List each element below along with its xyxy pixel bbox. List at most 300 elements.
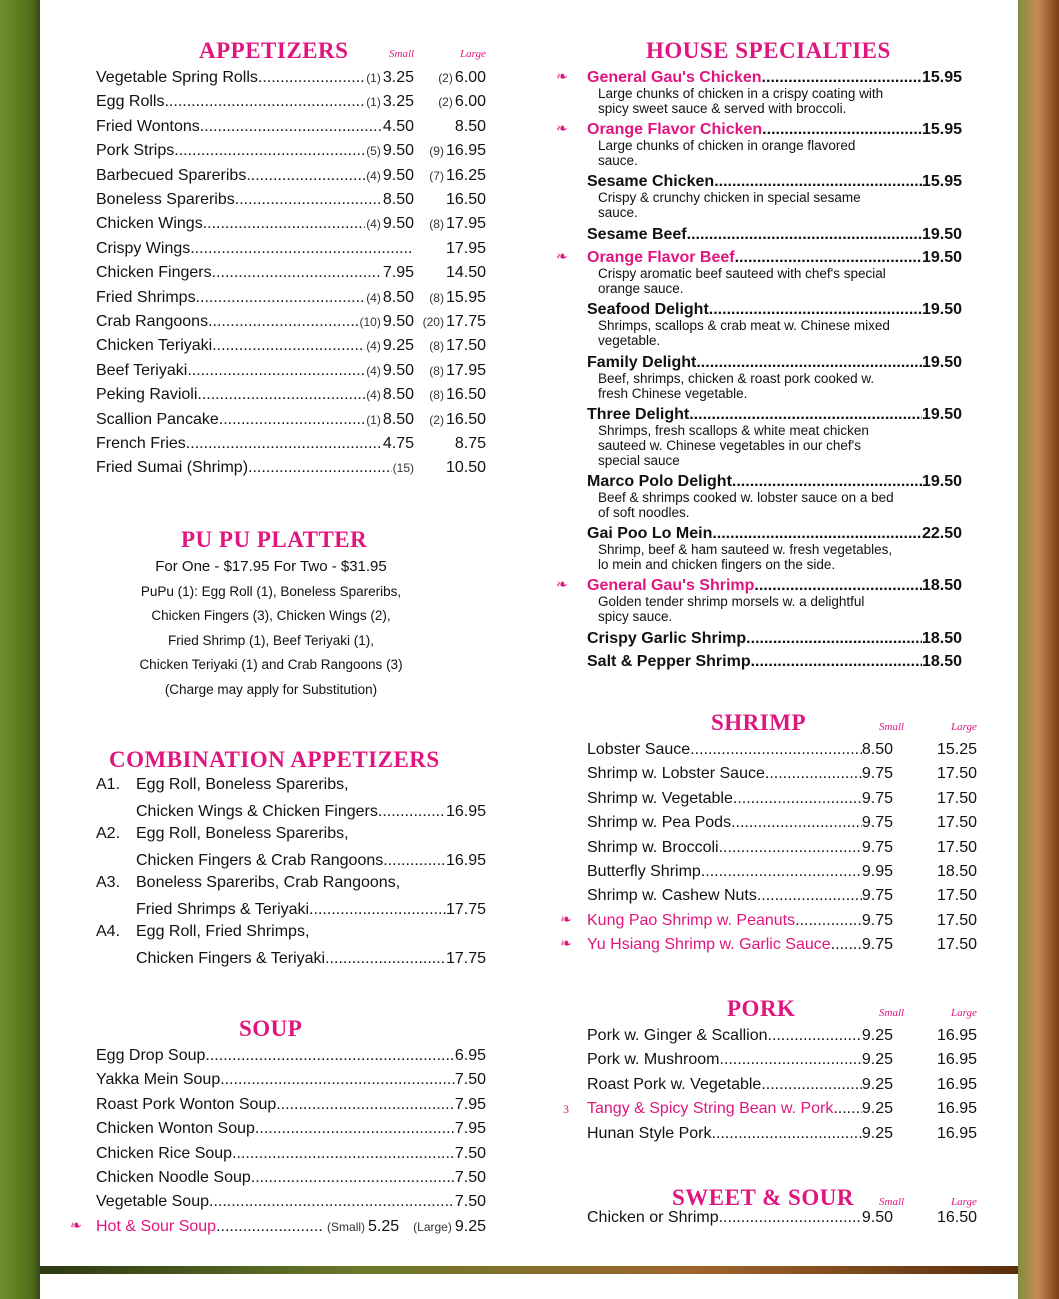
menu-item — [96, 383, 486, 407]
item-name: Gai Poo Lo Mein — [587, 525, 713, 543]
leaf-icon: ❧ — [556, 121, 568, 138]
item-description: special sauce — [598, 452, 680, 468]
small-price: 3.25 — [382, 69, 414, 86]
menu-item — [96, 237, 486, 261]
item-price: 6.95 — [454, 1047, 486, 1064]
leader-dots — [205, 1044, 454, 1068]
item-name: Sesame Chicken — [587, 173, 715, 191]
item-name: Boneless Spareribs — [96, 191, 235, 208]
small-price: 4.50 — [382, 117, 414, 135]
small-price: 9.75 — [861, 814, 893, 832]
large-price-group — [414, 90, 486, 114]
large-price: 16.50 — [936, 1209, 977, 1226]
large-price-group — [414, 408, 486, 432]
pupu-title: PU PU PLATTER — [181, 527, 368, 552]
small-price: 9.50 — [382, 361, 414, 379]
large-price: 15.95 — [445, 288, 486, 306]
large-quantity: (8) — [429, 339, 444, 354]
leader-dots — [197, 383, 365, 407]
item-name: Pork Strips — [96, 142, 175, 160]
large-price: 6.00 — [454, 69, 486, 86]
leader-dots — [746, 627, 922, 651]
menu-item — [587, 223, 962, 247]
large-price-group — [414, 212, 486, 236]
small-price: 9.50 — [861, 1209, 893, 1226]
shrimp-title: SHRIMP — [711, 710, 806, 735]
menu-item — [96, 359, 486, 383]
large-price-group — [414, 261, 486, 285]
item-name: Shrimp w. Pea Pods — [587, 814, 732, 832]
item-name: Three Delight — [587, 405, 690, 423]
leaf-icon: ❧ — [70, 1217, 82, 1234]
item-name: Butterfly Shrimp — [587, 863, 701, 880]
item-description: Crispy aromatic beef sauteed with chef's special — [598, 266, 886, 282]
large-price-group — [414, 359, 486, 383]
small-price: 9.25 — [861, 1124, 893, 1142]
large-quantity: (7) — [429, 168, 444, 183]
menu-item — [96, 212, 486, 236]
item-description: Shrimp, beef & ham sauteed w. fresh vegetables, — [598, 542, 893, 558]
item-name: Peking Ravioli — [96, 386, 198, 404]
item-name: General Gau's Shrimp — [587, 577, 755, 595]
leader-dots — [751, 650, 922, 674]
leader-dots — [190, 237, 414, 261]
menu-item — [96, 456, 486, 480]
item-description: Large chunks of chicken in orange flavored — [598, 138, 856, 154]
item-description: Beef & shrimps cooked w. lobster sauce on a bed — [598, 489, 894, 505]
menu-item — [587, 811, 977, 835]
large-price-group — [414, 310, 486, 334]
sweet-sour-small-label: Small — [879, 1196, 905, 1208]
menu-item — [587, 1024, 977, 1048]
leader-dots — [309, 898, 446, 922]
item-name: Fried Shrimps — [96, 288, 196, 306]
menu-item — [587, 650, 962, 674]
leader-dots — [203, 212, 365, 236]
small-price: 9.75 — [861, 911, 893, 929]
large-price: 16.50 — [445, 410, 486, 428]
item-price: 7.50 — [454, 1169, 486, 1186]
large-price-group — [414, 66, 486, 90]
large-price: 8.50 — [454, 117, 486, 135]
menu-item — [587, 738, 977, 762]
combination-title: COMBINATION APPETIZERS — [109, 747, 440, 772]
small-price: 9.25 — [861, 1100, 893, 1118]
large-label: (Large) — [413, 1219, 452, 1234]
large-quantity: (8) — [429, 217, 444, 232]
item-name: Lobster Sauce — [587, 741, 691, 758]
small-label: (Small) — [327, 1219, 366, 1234]
combo-item — [136, 898, 486, 922]
menu-item — [587, 1122, 977, 1146]
leader-dots — [186, 432, 381, 456]
leader-dots — [174, 139, 365, 163]
small-price: 8.50 — [861, 741, 893, 758]
item-name: Fried Wontons — [96, 117, 200, 135]
leader-dots — [212, 261, 381, 285]
small-price: 8.50 — [382, 410, 414, 428]
large-price: 16.95 — [936, 1124, 977, 1142]
item-name: Chicken or Shrimp — [587, 1209, 719, 1226]
menu-item — [587, 1206, 977, 1230]
item-name: Kung Pao Shrimp w. Peanuts — [587, 911, 796, 929]
large-price-group — [414, 334, 486, 358]
menu-item — [587, 860, 977, 884]
item-name: Chicken Fingers — [96, 264, 212, 282]
menu-item — [96, 66, 486, 90]
item-description: sauce. — [598, 153, 638, 169]
leader-dots — [757, 884, 862, 908]
pupu-description: Fried Shrimp (1), Beef Teriyaki (1), — [167, 632, 375, 648]
item-name: Hunan Style Pork — [587, 1124, 712, 1142]
item-name: Pork w. Mushroom — [587, 1051, 720, 1069]
leader-dots — [690, 738, 862, 762]
large-price: 17.50 — [445, 337, 486, 355]
item-description: of soft noodles. — [598, 504, 690, 520]
item-name: Yu Hsiang Shrimp w. Garlic Sauce — [587, 936, 831, 954]
item-description: Shrimps, scallops & crab meat w. Chinese mixed — [598, 318, 890, 334]
item-name: Yakka Mein Soup — [96, 1071, 221, 1089]
item-price: 19.50 — [921, 472, 962, 490]
item-name: French Fries — [96, 435, 186, 452]
large-quantity: (2) — [429, 412, 444, 427]
menu-item — [587, 836, 977, 860]
item-price: 7.50 — [454, 1144, 486, 1162]
leader-dots — [248, 456, 392, 480]
shrimp-large-label: Large — [951, 721, 977, 733]
leader-dots — [187, 359, 365, 383]
item-price: 7.95 — [454, 1095, 486, 1113]
item-name: Pork w. Ginger & Scallion — [587, 1027, 768, 1044]
item-description: sauce. — [598, 205, 638, 221]
leader-dots — [276, 1093, 455, 1117]
small-price: 9.25 — [861, 1051, 893, 1069]
large-price-group — [414, 115, 486, 139]
item-name: Tangy & Spicy String Bean w. Pork — [587, 1100, 834, 1118]
small-quantity: (4) — [366, 363, 381, 378]
large-price-group — [414, 286, 486, 310]
item-price: 19.50 — [921, 353, 962, 371]
leader-dots — [687, 223, 922, 247]
spicy-marker: 3 — [563, 1102, 569, 1117]
leader-dots — [712, 1122, 862, 1146]
combo-line: Chicken Fingers & Teriyaki — [136, 950, 326, 967]
menu-item — [96, 1044, 486, 1068]
combo-line: Egg Roll, Boneless Spareribs, — [136, 776, 349, 793]
large-quantity: (8) — [429, 388, 444, 403]
item-description: Golden tender shrimp morsels w. a delightful — [598, 594, 865, 610]
combo-price: 16.95 — [445, 852, 486, 869]
large-price-group — [416, 456, 486, 480]
small-quantity: (10) — [359, 315, 381, 329]
item-description: Large chunks of chicken in a crispy coating with — [598, 86, 884, 101]
leader-dots — [383, 849, 446, 873]
large-price: 16.50 — [445, 191, 486, 208]
small-price: 9.25 — [861, 1027, 893, 1044]
leader-dots — [701, 860, 862, 884]
appetizers-small-label: Small — [389, 48, 415, 60]
pork-large-label: Large — [951, 1007, 977, 1019]
combo-line: Chicken Fingers & Crab Rangoons — [136, 852, 384, 869]
leader-dots — [196, 286, 366, 310]
leader-dots — [255, 1117, 455, 1141]
leaf-icon: ❧ — [556, 577, 568, 594]
combo-line: Egg Roll, Fried Shrimps, — [136, 923, 310, 940]
leader-dots — [251, 1166, 455, 1190]
item-name: Beef Teriyaki — [96, 361, 188, 379]
combo-code: A4. — [96, 923, 121, 940]
menu-item — [96, 1215, 486, 1239]
leader-dots — [208, 310, 358, 334]
combo-line: Boneless Spareribs, Crab Rangoons, — [136, 874, 401, 891]
leader-dots — [258, 66, 365, 90]
item-description: spicy sauce. — [598, 609, 673, 625]
large-quantity: (9) — [429, 144, 444, 159]
item-description: lo mein and chicken fingers on the side. — [598, 557, 836, 573]
menu-item — [96, 139, 486, 163]
large-quantity: (8) — [429, 363, 444, 378]
large-price: 17.50 — [936, 936, 977, 954]
pork-small-label: Small — [879, 1007, 905, 1019]
menu-item — [96, 334, 486, 358]
large-price: 8.75 — [454, 435, 486, 452]
combo-price: 17.75 — [445, 950, 486, 967]
large-price: 18.50 — [936, 863, 977, 880]
large-price: 17.50 — [936, 814, 977, 832]
large-price: 17.75 — [445, 313, 486, 330]
menu-item — [96, 286, 486, 310]
combo-price: 16.95 — [445, 803, 486, 820]
large-price: 17.50 — [936, 887, 977, 905]
small-price: 8.50 — [382, 288, 414, 306]
small-price: 7.95 — [382, 264, 414, 282]
pupu-description: Chicken Teriyaki (1) and Crab Rangoons (3) — [139, 657, 403, 673]
leader-dots — [731, 811, 862, 835]
leaf-icon: ❧ — [556, 69, 568, 85]
item-name: Roast Pork Wonton Soup — [96, 1095, 277, 1113]
leader-dots — [761, 1073, 862, 1097]
small-price: 9.75 — [861, 936, 893, 954]
large-price-group — [414, 164, 486, 188]
leaf-icon: ❧ — [560, 911, 572, 928]
leader-dots — [212, 334, 365, 358]
page-divider — [40, 1266, 1018, 1274]
item-name: Vegetable Spring Rolls — [96, 69, 258, 86]
combo-line: Fried Shrimps & Teriyaki — [136, 901, 310, 918]
item-name: Chicken Wings — [96, 215, 203, 233]
leader-dots — [795, 909, 862, 933]
large-price: 9.25 — [454, 1217, 486, 1235]
item-price: 15.95 — [921, 69, 962, 86]
menu-item — [96, 115, 486, 139]
menu-item — [587, 884, 977, 908]
small-quantity: (4) — [366, 388, 381, 403]
large-price: 17.95 — [445, 361, 486, 379]
large-price-group — [416, 237, 486, 261]
small-quantity: (4) — [366, 290, 381, 305]
menu-item — [96, 90, 486, 114]
combo-code: A1. — [96, 776, 121, 793]
item-name: Sesame Beef — [587, 225, 687, 243]
small-price: 9.25 — [861, 1075, 893, 1093]
item-price: 18.50 — [921, 577, 962, 595]
small-quantity: (4) — [366, 339, 381, 354]
item-price: 19.50 — [921, 249, 962, 267]
item-name: Seafood Delight — [587, 301, 709, 319]
large-price: 15.25 — [936, 741, 977, 758]
small-price: 9.95 — [861, 863, 893, 880]
item-description: fresh Chinese vegetable. — [598, 385, 748, 401]
small-price: 9.75 — [861, 765, 893, 783]
small-price: 3.25 — [382, 93, 414, 111]
small-price: 9.75 — [861, 887, 893, 905]
menu-item — [587, 933, 977, 957]
large-price: 17.95 — [445, 215, 486, 233]
large-price: 16.95 — [445, 142, 486, 160]
item-name: Barbecued Spareribs — [96, 166, 247, 184]
menu-item — [587, 1097, 977, 1121]
item-name: Egg Drop Soup — [96, 1047, 206, 1064]
large-quantity: (20) — [422, 315, 444, 329]
small-quantity: (1) — [366, 95, 381, 110]
item-price: 15.95 — [921, 121, 962, 139]
item-name: Salt & Pepper Shrimp — [587, 653, 751, 670]
small-price: 9.50 — [382, 166, 414, 184]
leader-dots — [209, 1190, 455, 1214]
large-price-group — [414, 188, 486, 212]
large-price: 6.00 — [454, 93, 486, 111]
large-quantity: (8) — [429, 290, 444, 305]
menu-item — [96, 1068, 486, 1092]
menu-item — [96, 1142, 486, 1166]
item-name: Chicken Teriyaki — [96, 337, 213, 355]
leader-dots — [216, 1215, 324, 1239]
small-price: 9.25 — [382, 337, 414, 355]
leader-dots — [378, 800, 446, 824]
item-name: Egg Rolls — [96, 93, 165, 111]
combo-code: A3. — [96, 874, 121, 891]
pupu-description: Chicken Fingers (3), Chicken Wings (2), — [151, 608, 391, 624]
item-name: Family Delight — [587, 353, 697, 371]
menu-item — [96, 164, 486, 188]
item-price: 22.50 — [921, 525, 962, 543]
item-name: General Gau's Chicken — [587, 69, 762, 86]
item-name: Hot & Sour Soup — [96, 1217, 217, 1235]
leader-dots — [733, 787, 862, 811]
menu-item — [587, 627, 962, 651]
pupu-prices: For One - $17.95 For Two - $31.95 — [155, 558, 387, 575]
item-name: Orange Flavor Chicken — [587, 121, 763, 139]
leader-dots — [232, 1142, 455, 1166]
item-name: Chicken Rice Soup — [96, 1144, 233, 1162]
small-price: 9.75 — [861, 838, 893, 856]
combo-item — [136, 849, 486, 873]
item-price: 18.50 — [921, 629, 962, 647]
leader-dots — [833, 1097, 862, 1121]
menu-item — [587, 787, 977, 811]
item-description: sauteed w. Chinese vegetables in our chef's — [598, 437, 861, 453]
small-price: 5.25 — [368, 1217, 400, 1235]
combo-item — [136, 947, 486, 971]
large-price: 17.50 — [936, 911, 977, 929]
small-quantity: (4) — [366, 217, 381, 232]
large-price: 16.50 — [445, 386, 486, 404]
menu-item — [587, 1073, 977, 1097]
small-price: 9.75 — [861, 789, 893, 807]
item-price: 19.50 — [921, 301, 962, 319]
large-price-group — [414, 383, 486, 407]
menu-item — [587, 1048, 977, 1072]
appetizers-large-label: Large — [460, 48, 486, 60]
leader-dots — [235, 188, 381, 212]
small-quantity: (1) — [366, 71, 381, 85]
item-description: spicy sweet sauce & served with broccoli. — [598, 101, 847, 116]
item-description: Beef, shrimps, chicken & roast pork cooked w. — [598, 370, 875, 386]
leader-dots — [200, 115, 381, 139]
combo-price: 17.75 — [445, 901, 486, 918]
item-name: Shrimp w. Cashew Nuts — [587, 887, 757, 905]
leader-dots — [719, 1048, 861, 1072]
house-specialties-title: HOUSE SPECIALTIES — [646, 38, 891, 63]
large-price: 14.50 — [445, 264, 486, 282]
combo-code: A2. — [96, 825, 121, 842]
large-price: 16.95 — [936, 1051, 977, 1069]
leaf-icon: ❧ — [560, 936, 572, 953]
leader-dots — [219, 408, 365, 432]
item-price: 7.50 — [454, 1193, 486, 1211]
large-price: 17.50 — [936, 765, 977, 783]
large-price-group — [414, 139, 486, 163]
leader-dots — [719, 1206, 862, 1230]
pork-title: PORK — [727, 996, 796, 1021]
item-name: Roast Pork w. Vegetable — [587, 1075, 762, 1093]
item-price: 7.95 — [454, 1120, 486, 1138]
item-name: Chicken Noodle Soup — [96, 1169, 251, 1186]
small-price: 8.50 — [382, 191, 414, 208]
menu-item — [96, 408, 486, 432]
item-name: Vegetable Soup — [96, 1193, 209, 1211]
item-price: 19.50 — [921, 225, 962, 243]
small-quantity: (1) — [366, 412, 381, 427]
menu-item — [96, 1166, 486, 1190]
item-name: Crab Rangoons — [96, 313, 209, 330]
leader-dots — [768, 1024, 862, 1048]
large-price: 17.50 — [936, 789, 977, 807]
item-name: Crispy Wings — [96, 239, 191, 257]
small-price: 4.75 — [382, 435, 414, 452]
small-quantity: (5) — [366, 144, 381, 159]
sweet-sour-large-label: Large — [951, 1196, 977, 1208]
large-price: 16.25 — [445, 166, 486, 184]
item-description: Crispy & crunchy chicken in special sesame — [598, 190, 861, 206]
leader-dots — [831, 933, 862, 957]
item-name: Shrimp w. Vegetable — [587, 789, 733, 807]
item-price: 19.50 — [921, 405, 962, 423]
small-quantity: (15) — [392, 461, 414, 476]
item-name: Shrimp w. Lobster Sauce — [587, 765, 765, 783]
small-price: 9.50 — [382, 142, 414, 160]
large-price: 16.95 — [936, 1100, 977, 1118]
pupu-description: PuPu (1): Egg Roll (1), Boneless Spareribs, — [140, 584, 402, 599]
shrimp-small-label: Small — [879, 721, 905, 733]
small-price: 9.50 — [382, 313, 414, 330]
leader-dots — [719, 836, 862, 860]
sweet-sour-title: SWEET & SOUR — [672, 1185, 854, 1210]
item-description: orange sauce. — [598, 281, 684, 297]
pupu-description: (Charge may apply for Substitution) — [164, 681, 378, 697]
small-price: 8.50 — [382, 386, 414, 404]
soup-title: SOUP — [239, 1016, 303, 1041]
